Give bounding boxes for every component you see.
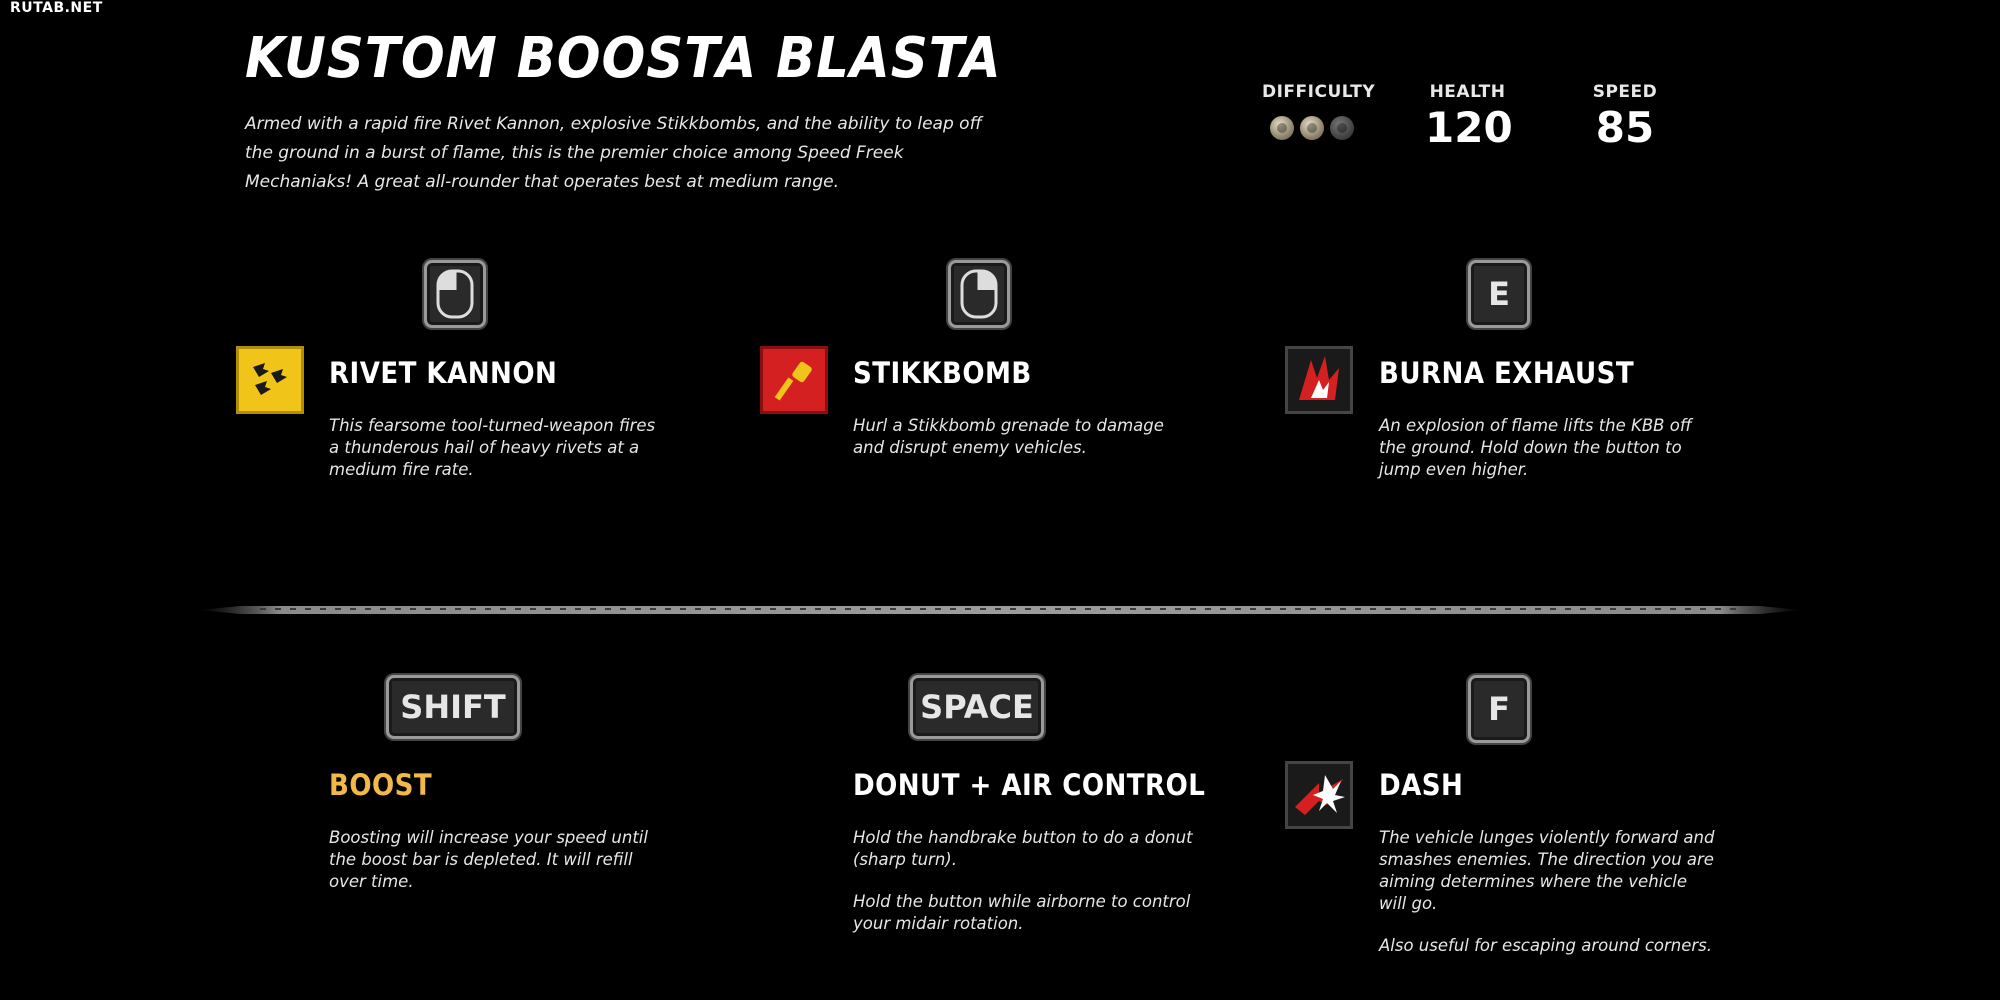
health-value: 120	[1425, 103, 1513, 152]
burna-exhaust-description: An explosion of flame lifts the KBB off the ground. Hold down the button to jump even higher.	[1379, 416, 1692, 479]
e-key: E	[1468, 260, 1530, 328]
donut-air-control-description	[853, 827, 1193, 955]
health-label: HEALTH	[1429, 82, 1506, 102]
boost-name: BOOST	[329, 768, 433, 802]
mouse-right-key	[948, 260, 1010, 328]
burna-exhaust-name: BURNA EXHAUST	[1379, 356, 1635, 390]
difficulty-label: DIFFICULTY	[1262, 82, 1376, 102]
health-stat	[1425, 82, 1513, 152]
difficulty-rating	[1262, 116, 1362, 140]
stikkbomb-name: STIKKBOMB	[853, 356, 1032, 390]
burna-exhaust-icon	[1285, 346, 1353, 414]
donut-air-control-name: DONUT + AIR CONTROL	[853, 768, 1206, 802]
speed-stat	[1585, 82, 1665, 152]
f-key: F	[1468, 675, 1530, 743]
boost-description-line: Boosting will increase your speed until the boost bar is depleted. It will refill over time.	[329, 828, 648, 891]
rivet-kannon-description: This fearsome tool-turned-weapon fires a thunderous hail of heavy rivets at a medium fire rate.	[329, 416, 656, 479]
rivet-kannon-icon	[236, 346, 304, 414]
dash-icon	[1285, 761, 1353, 829]
mouse-right-icon	[959, 268, 999, 320]
speed-label: SPEED	[1592, 82, 1658, 102]
mouse-left-key	[424, 260, 486, 328]
difficulty-stat	[1262, 82, 1376, 140]
difficulty-pip-icon	[1270, 116, 1294, 140]
dash-corners-description-line: Also useful for escaping around corners.	[1379, 936, 1713, 955]
donut-description-line: Hold the handbrake button to do a donut (sharp turn).	[853, 828, 1193, 869]
character-description: Armed with a rapid fire Rivet Kannon, explosive Stikkbombs, and the ability to leap off the ground in a burst of flame, this is the premier choice among Speed Freek Mechaniaks! A great all-rounder that operates best at medium range.	[245, 114, 982, 192]
dash-name: DASH	[1379, 768, 1464, 802]
mouse-left-icon	[435, 268, 475, 320]
difficulty-pip-icon	[1300, 116, 1324, 140]
air-control-description-line: Hold the button while airborne to control your midair rotation.	[853, 892, 1191, 933]
dash-description	[1379, 827, 1719, 977]
stikkbomb-description: Hurl a Stikkbomb grenade to damage and disrupt enemy vehicles.	[853, 416, 1164, 457]
section-divider	[200, 604, 1800, 616]
stikkbomb-icon	[760, 346, 828, 414]
character-title: KUSTOM BOOSTA BLASTA	[245, 26, 1002, 91]
dash-description-line: The vehicle lunges violently forward and smashes enemies. The direction you are aiming determines where the vehicle will go.	[1379, 828, 1715, 913]
rivet-kannon-name: RIVET KANNON	[329, 356, 558, 390]
shift-key: SHIFT	[386, 675, 520, 739]
boost-description	[329, 827, 669, 913]
watermark: RUTAB.NET	[10, 0, 103, 16]
difficulty-pip-empty-icon	[1330, 116, 1354, 140]
space-key: SPACE	[910, 675, 1044, 739]
speed-value: 85	[1595, 103, 1655, 152]
